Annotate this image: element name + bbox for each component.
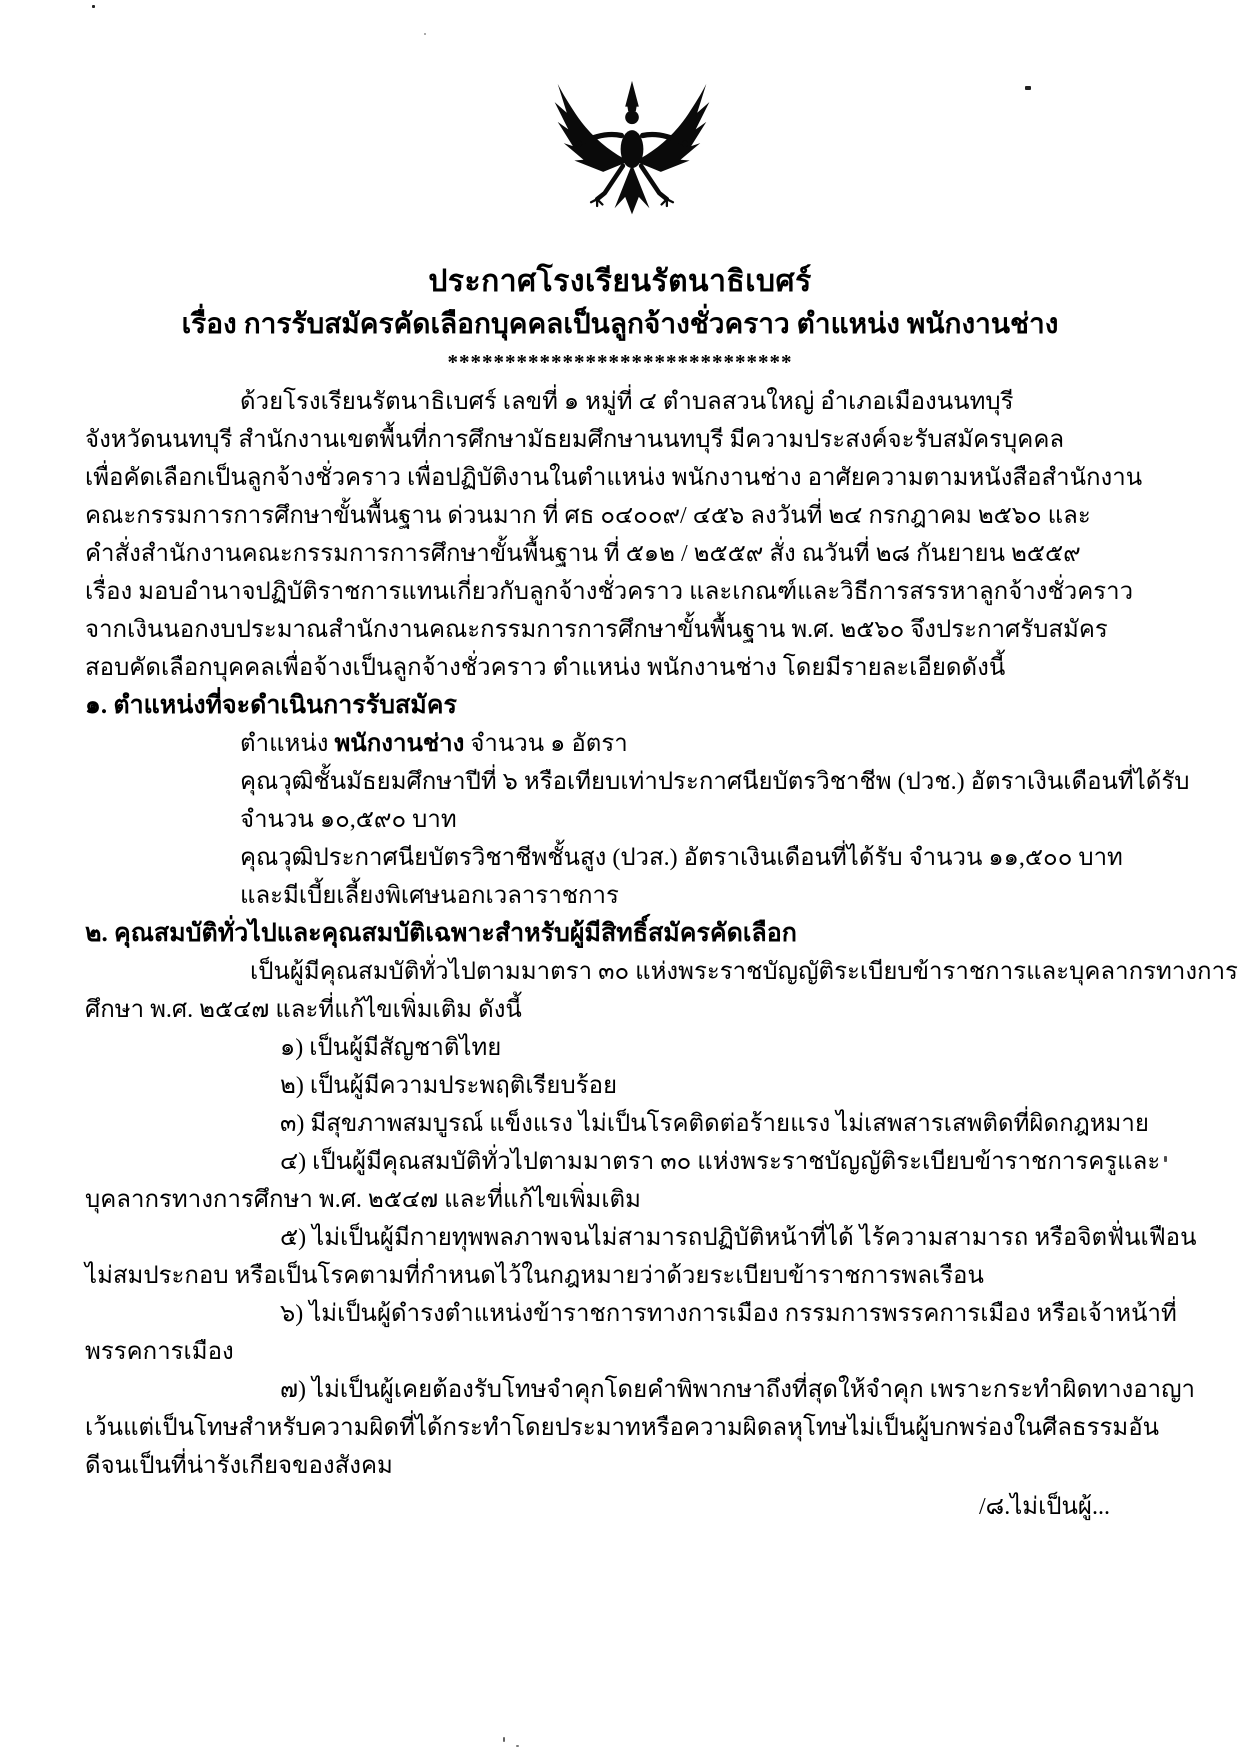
document-body <box>0 377 1240 1527</box>
intro-line: จากเงินนอกงบประมาณสำนักงานคณะกรรมการการศึกษาขั้นพื้นฐาน พ.ศ. ๒๕๖๐ จึงประกาศรับสมัคร <box>85 617 1108 643</box>
scan-artifact <box>503 1737 505 1742</box>
divider-asterisks: ****************************** <box>447 350 793 374</box>
section1-position-line <box>85 725 1155 763</box>
garuda-emblem-icon <box>541 78 723 240</box>
qualification-item: ๕) ไม่เป็นผู้มีกายทุพพลภาพจนไม่สามารถปฏิบัติหน้าที่ได้ ไร้ความสามารถ หรือจิตฟั่นเฟือน <box>280 1225 1197 1251</box>
qualification-item: ๑) เป็นผู้มีสัญชาติไทย <box>280 1035 502 1061</box>
qualification-item: ๓) มีสุขภาพสมบูรณ์ แข็งแรง ไม่เป็นโรคติดต่อร้ายแรง ไม่เสพสารเสพติดที่ผิดกฎหมาย <box>280 1111 1149 1137</box>
intro-line: คำสั่งสำนักงานคณะกรรมการการศึกษาขั้นพื้นฐาน ที่ ๕๑๒ / ๒๕๕๙ สั่ง ณวันที่ ๒๘ กันยายน ๒๕๕๙ <box>85 541 1081 567</box>
qualification-item-wrap: ไม่สมประกอบ หรือเป็นโรคตามที่กำหนดไว้ในกฎหมายว่าด้วยระเบียบข้าราชการพลเรือน <box>85 1263 984 1289</box>
qualification-item-wrap: ดีจนเป็นที่น่ารังเกียจของสังคม <box>85 1453 393 1479</box>
section2-intro-line: เป็นผู้มีคุณสมบัติทั่วไปตามมาตรา ๓๐ แห่งพระราชบัญญัติระเบียบข้าราชการและบุคลากรทางการ <box>250 959 1238 985</box>
section1-heading: ๑. ตำแหน่งที่จะดำเนินการรับสมัคร <box>85 692 457 719</box>
position-suffix: จำนวน ๑ อัตรา <box>464 731 628 757</box>
section1-line: และมีเบี้ยเลี้ยงพิเศษนอกเวลาราชการ <box>240 883 619 909</box>
intro-line: เพื่อคัดเลือกเป็นลูกจ้างชั่วคราว เพื่อปฏิบัติงานในตำแหน่ง พนักงานช่าง อาศัยความตามหนังสือสำนักงาน <box>85 465 1143 491</box>
scan-artifact <box>92 5 95 8</box>
document-subject: เรื่อง การรับสมัครคัดเลือกบุคคลเป็นลูกจ้างชั่วคราว ตำแหน่ง พนักงานช่าง <box>181 309 1059 340</box>
section2-heading: ๒. คุณสมบัติทั่วไปและคุณสมบัติเฉพาะสำหรับผู้มีสิทธิ์สมัครคัดเลือก <box>85 920 797 947</box>
section1-line: จำนวน ๑๐,๕๙๐ บาท <box>240 807 457 833</box>
qualification-item: ๗) ไม่เป็นผู้เคยต้องรับโทษจำคุกโดยคำพิพากษาถึงที่สุดให้จำคุก เพราะกระทำผิดทางอาญา <box>280 1377 1196 1403</box>
intro-line: จังหวัดนนทบุรี สำนักงานเขตพื้นที่การศึกษามัธยมศึกษานนทบุรี มีความประสงค์จะรับสมัครบุคคล <box>85 427 1065 453</box>
qualification-item-wrap: เว้นแต่เป็นโทษสำหรับความผิดที่ได้กระทำโดยประมาทหรือความผิดลหุโทษไม่เป็นผู้บกพร่องในศีลธรรมอัน <box>85 1415 1160 1441</box>
scan-artifact <box>1025 86 1031 90</box>
intro-line: เรื่อง มอบอำนาจปฏิบัติราชการแทนเกี่ยวกับลูกจ้างชั่วคราว และเกณฑ์และวิธีการสรรหาลูกจ้างชั่วคราว <box>85 579 1134 605</box>
scan-artifact <box>424 33 426 35</box>
page-continuation-marker: /๘.ไม่เป็นผู้... <box>979 1494 1110 1520</box>
intro-line: คณะกรรมการการศึกษาขั้นพื้นฐาน ด่วนมาก ที่ ศธ ๐๔๐๐๙/ ๔๕๖ ลงวันที่ ๒๔ กรกฎาคม ๒๕๖๐ และ <box>85 503 1091 529</box>
intro-line: ด้วยโรงเรียนรัตนาธิเบศร์ เลขที่ ๑ หมู่ที่ ๔ ตำบลสวนใหญ่ อำเภอเมืองนนทบุรี <box>240 389 1014 415</box>
position-prefix: ตำแหน่ง <box>240 731 335 757</box>
position-title: พนักงานช่าง <box>334 731 465 757</box>
section1-line: คุณวุฒิชั้นมัธยมศึกษาปีที่ ๖ หรือเทียบเท่าประกาศนียบัตรวิชาชีพ (ปวช.) อัตราเงินเดือนที่ได้รับ <box>240 769 1190 795</box>
section1-line: คุณวุฒิประกาศนียบัตรวิชาชีพชั้นสูง (ปวส.) อัตราเงินเดือนที่ได้รับ จำนวน ๑๑,๕๐๐ บาท <box>240 845 1123 871</box>
qualification-item-wrap: บุคลากรทางการศึกษา พ.ศ. ๒๕๔๗ และที่แก้ไขเพิ่มเติม <box>85 1187 641 1213</box>
emblem-container <box>0 0 1240 245</box>
qualification-item: ๒) เป็นผู้มีความประพฤติเรียบร้อย <box>280 1073 618 1099</box>
qualification-item: ๖) ไม่เป็นผู้ดำรงตำแหน่งข้าราชการทางการเมือง กรรมการพรรคการเมือง หรือเจ้าหน้าที่ <box>280 1301 1177 1327</box>
qualification-item-wrap: พรรคการเมือง <box>85 1339 234 1365</box>
section2-intro-line: ศึกษา พ.ศ. ๒๕๔๗ และที่แก้ไขเพิ่มเติม ดังนี้ <box>85 997 522 1023</box>
intro-line: สอบคัดเลือกบุคคลเพื่อจ้างเป็นลูกจ้างชั่วคราว ตำแหน่ง พนักงานช่าง โดยมีรายละเอียดดังนี้ <box>85 655 1006 681</box>
scan-artifact <box>516 1745 519 1747</box>
document-title: ประกาศโรงเรียนรัตนาธิเบศร์ <box>428 265 812 298</box>
qualification-item: ๔) เป็นผู้มีคุณสมบัติทั่วไปตามมาตรา ๓๐ แห่งพระราชบัญญัติระเบียบข้าราชการครูและ <box>280 1149 1161 1175</box>
scan-artifact <box>1164 1156 1167 1162</box>
